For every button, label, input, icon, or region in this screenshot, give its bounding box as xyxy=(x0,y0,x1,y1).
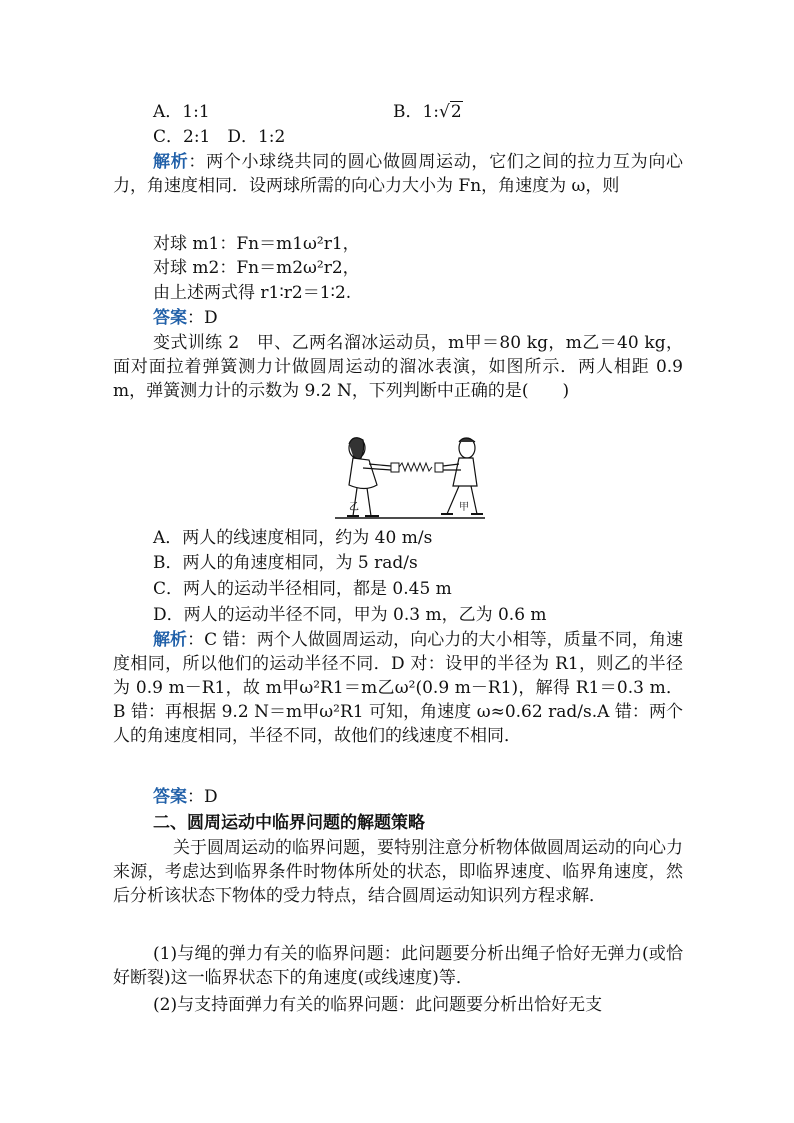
option-2-b: B．两人的角速度相同，为 5 rad/s xyxy=(153,553,418,573)
figure-label-left: 乙 xyxy=(349,502,359,513)
analysis-2-text: ：C 错：两个人做圆周运动，向心力的大小相等，质量不同，角速度相同，所以他们的运动半径不同．D 对：设甲的半径为 R1，则乙的半径为 0.9 m－R1，故 m甲ω²R1＝m乙ω²(0.9 m－R1)，解得 R1＝0.3 m．B 错：再根据 9.2 N＝m甲ω²R1 可知，角速度 ω≈0.62 rad/s.A 错：两个人的角速度相同，半径不同，故他们的线速度不相同． xyxy=(113,630,683,746)
analysis-label: 解析 xyxy=(153,152,189,172)
spring-scale-figure xyxy=(391,463,443,472)
section-item-2: (2)与支持面弹力有关的临界问题：此问题要分析出恰好无支 xyxy=(153,995,603,1015)
answer-1 xyxy=(153,306,683,330)
variant-2-text: 甲、乙两名溜冰运动员，m甲＝80 kg，m乙＝40 kg，面对面拉着弹簧测力计做圆周运动的溜冰表演，如图所示．两人相距 0.9 m，弹簧测力计的示数为 9.2 N，下列判断中正确的是( ) xyxy=(113,333,683,401)
analysis-1-text: ：两个小球绕共同的圆心做圆周运动，它们之间的拉力互为向心力，角速度相同．设两球所需的向心力大小为 Fn，角速度为 ω，则 xyxy=(113,152,684,196)
analysis-1-eq2: 对球 m2：Fn＝m2ω²r2， xyxy=(153,258,360,278)
skaters-figure xyxy=(335,430,485,522)
section-intro: 关于圆周运动的临界问题，要特别注意分析物体做圆周运动的向心力来源，考虑达到临界条件时物体所处的状态，即临界速度、临界角速度，然后分析该状态下物体的受力特点，结合圆周运动知识列方程求解． xyxy=(113,838,683,906)
variant-2-label: 变式训练 2 xyxy=(153,333,240,353)
answer-label: 答案 xyxy=(153,787,187,807)
answer-2 xyxy=(153,785,683,809)
analysis-2-paragraph xyxy=(113,628,683,748)
analysis-1-eq3: 由上述两式得 r1∶r2＝1∶2. xyxy=(153,283,352,303)
option-a: A．1:1 xyxy=(153,102,210,122)
option-b-prefix: B．1: xyxy=(393,102,440,122)
analysis-1-eq1: 对球 m1：Fn＝m1ω²r1， xyxy=(153,234,360,254)
option-2-a: A．两人的线速度相同，约为 40 m/s xyxy=(153,528,433,548)
option-b xyxy=(393,100,463,124)
analysis-label: 解析 xyxy=(153,630,188,650)
answer-2-value: ：D xyxy=(187,787,218,807)
sqrt-symbol: √ xyxy=(439,102,450,122)
section-heading: 二、圆周运动中临界问题的解题策略 xyxy=(153,813,425,833)
section-item-1: (1)与绳的弹力有关的临界问题：此问题要分析出绳子恰好无弹力(或恰好断裂)这一临界状态下的角速度(或线速度)等． xyxy=(113,944,683,988)
figure-label-right: 甲 xyxy=(459,502,469,513)
analysis-1-paragraph xyxy=(113,150,683,198)
sqrt-radicand: 2 xyxy=(450,102,462,122)
option-2-c: C．两人的运动半径相同，都是 0.45 m xyxy=(153,579,452,599)
answer-1-value: ：D xyxy=(187,308,218,328)
option-2-d: D．两人的运动半径不同，甲为 0.3 m，乙为 0.6 m xyxy=(153,605,547,625)
option-cd: C．2:1 D．1:2 xyxy=(153,127,286,147)
variant-2-paragraph xyxy=(113,331,683,403)
answer-label: 答案 xyxy=(153,308,187,328)
